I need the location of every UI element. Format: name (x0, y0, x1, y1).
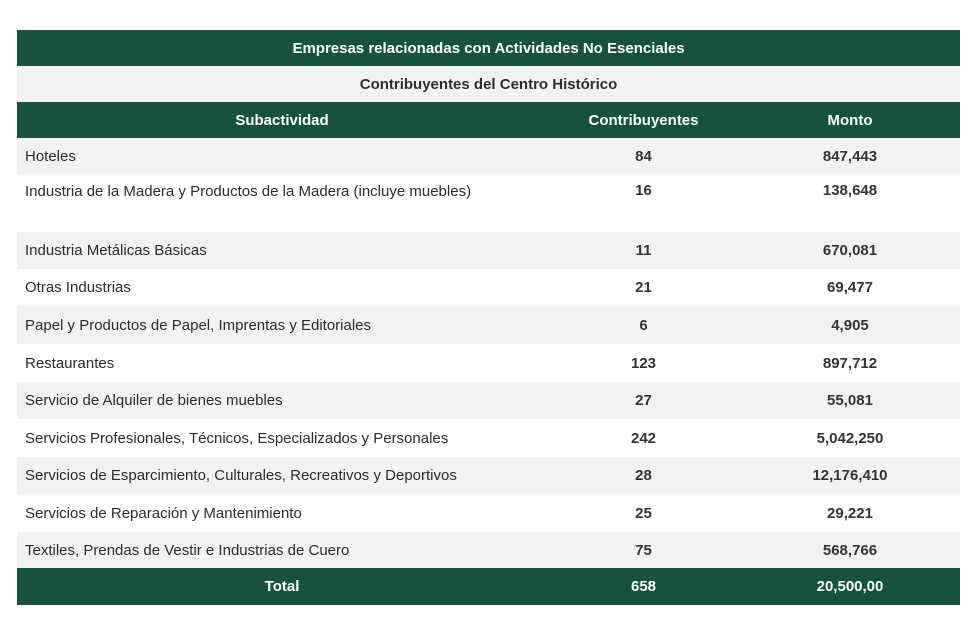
cell-subactividad: Servicios Profesionales, Técnicos, Especializados y Personales (25, 429, 449, 447)
table-row (17, 306, 960, 344)
cell-subactividad: Servicios de Esparcimiento, Culturales, Recreativos y Deportivos (25, 467, 457, 484)
table-row (17, 419, 960, 457)
cell-contribuyentes: 28 (635, 467, 652, 484)
cell-subactividad: Industria de la Madera y Productos de la Madera (incluye muebles) (25, 183, 472, 200)
cell-subactividad: Textiles, Prendas de Vestir e Industrias de Cuero (25, 541, 350, 559)
cell-contribuyentes: 6 (639, 316, 648, 334)
cell-monto: 897,712 (822, 354, 878, 372)
table-row (17, 232, 960, 269)
cell-subactividad: Servicio de Alquiler de bienes muebles (25, 392, 283, 409)
table-row (17, 532, 960, 568)
total-contribuyentes: 658 (630, 578, 657, 595)
cell-monto: 69,477 (827, 279, 873, 296)
cell-subactividad: Papel y Productos de Papel, Imprentas y Editoriales (25, 316, 372, 334)
cell-contribuyentes: 242 (630, 429, 657, 447)
cell-monto: 12,176,410 (812, 467, 888, 484)
table-row (17, 457, 960, 494)
cell-monto: 55,081 (827, 392, 873, 409)
table-row (17, 138, 960, 174)
table-title: Empresas relacionadas con Actividades No Esenciales (17, 30, 960, 66)
data-table (17, 30, 960, 605)
total-monto: 20,500,00 (816, 578, 884, 595)
cell-contribuyentes: 21 (635, 279, 652, 296)
total-label: Total (264, 578, 300, 595)
cell-monto: 847,443 (822, 147, 878, 165)
cell-contribuyentes: 27 (635, 392, 652, 409)
cell-contribuyentes: 75 (635, 541, 652, 559)
table-subtitle: Contribuyentes del Centro Histórico (17, 66, 960, 102)
cell-monto: 138,648 (822, 182, 878, 199)
table-row (17, 174, 960, 232)
cell-contribuyentes: 123 (630, 354, 657, 372)
table-row (17, 382, 960, 419)
cell-subactividad: Servicios de Reparación y Mantenimiento (25, 504, 302, 522)
table-row (17, 494, 960, 532)
cell-contribuyentes: 25 (635, 504, 652, 522)
header-monto: Monto (827, 111, 873, 129)
cell-monto: 5,042,250 (816, 429, 884, 447)
table-header-row (17, 102, 960, 138)
header-contribuyentes: Contribuyentes (588, 111, 699, 129)
table-total-row (17, 568, 960, 605)
cell-monto: 4,905 (831, 316, 869, 334)
cell-subactividad: Restaurantes (25, 354, 115, 372)
cell-monto: 568,766 (822, 541, 878, 559)
cell-contribuyentes: 84 (635, 147, 652, 165)
cell-monto: 29,221 (827, 504, 873, 522)
table-row (17, 344, 960, 382)
cell-subactividad: Hoteles (25, 147, 76, 165)
header-subactividad: Subactividad (235, 111, 329, 129)
cell-subactividad: Industria Metálicas Básicas (25, 242, 207, 259)
cell-contribuyentes: 16 (635, 182, 652, 199)
table-row (17, 269, 960, 306)
cell-contribuyentes: 11 (635, 242, 652, 259)
cell-monto: 670,081 (822, 242, 878, 259)
cell-subactividad: Otras Industrias (25, 279, 131, 296)
